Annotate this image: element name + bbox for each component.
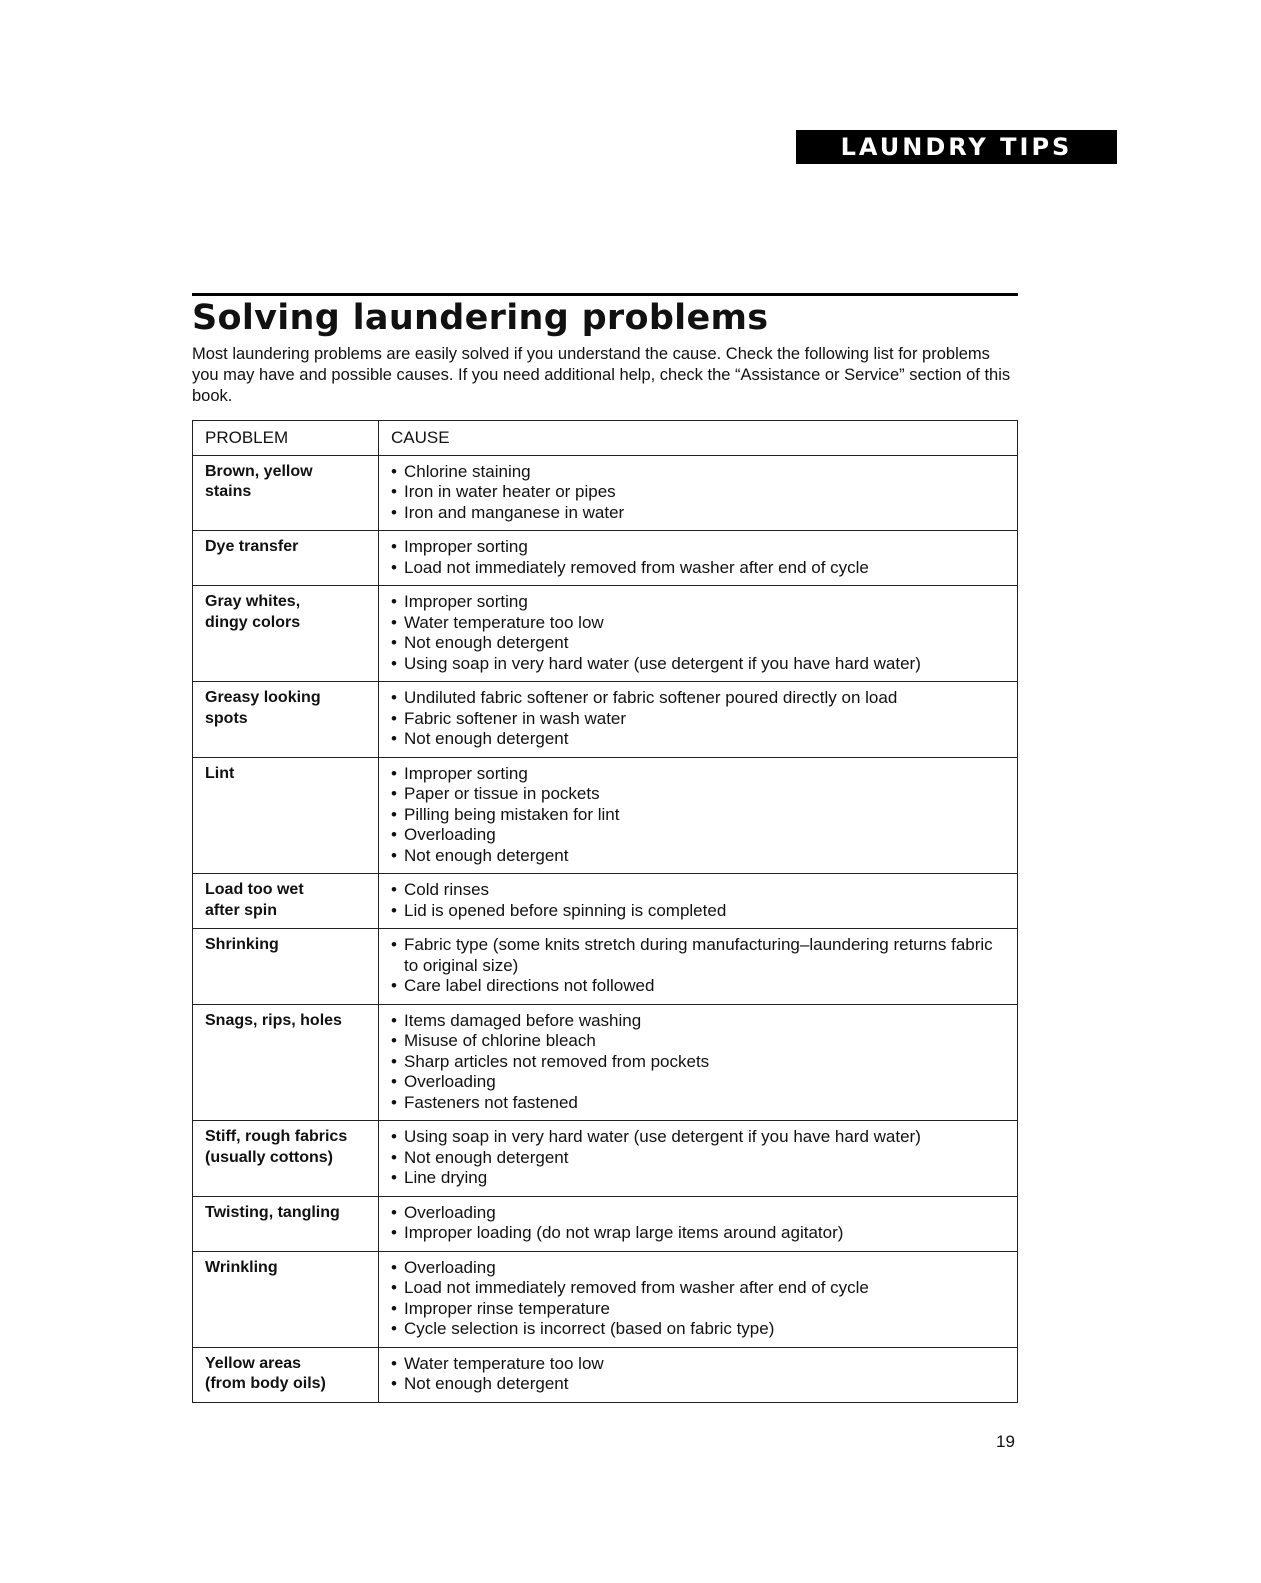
- cause-cell: [379, 874, 1018, 929]
- cause-list: [391, 1011, 1007, 1114]
- cause-list: [391, 1354, 1007, 1395]
- problem-cell: Dye transfer: [193, 531, 379, 586]
- problem-cell: Yellow areas (from body oils): [193, 1347, 379, 1402]
- cause-list: [391, 1258, 1007, 1340]
- cause-cell: [379, 757, 1018, 874]
- cause-cell: [379, 1004, 1018, 1121]
- title-rule: [192, 293, 1018, 296]
- problem-cell: Twisting, tangling: [193, 1196, 379, 1251]
- problem-column-header: PROBLEM: [193, 421, 379, 456]
- cause-item: • Overloading: [391, 825, 1007, 846]
- cause-item: • Overloading: [391, 1072, 1007, 1093]
- cause-item: • Using soap in very hard water (use detergent if you have hard water): [391, 1127, 1007, 1148]
- cause-item: • Items damaged before washing: [391, 1011, 1007, 1032]
- table-row: [193, 757, 1018, 874]
- cause-item: • Improper sorting: [391, 537, 1007, 558]
- cause-list: [391, 537, 1007, 578]
- cause-item: • Overloading: [391, 1258, 1007, 1279]
- cause-item: • Pilling being mistaken for lint: [391, 805, 1007, 826]
- cause-item: • Water temperature too low: [391, 1354, 1007, 1375]
- cause-item: • Not enough detergent: [391, 846, 1007, 867]
- problem-cell: Greasy looking spots: [193, 682, 379, 758]
- cause-item: • Improper rinse temperature: [391, 1299, 1007, 1320]
- cause-item: • Care label directions not followed: [391, 976, 1007, 997]
- table-row: [193, 1121, 1018, 1197]
- cause-cell: [379, 1196, 1018, 1251]
- cause-list: [391, 688, 1007, 750]
- cause-item: • Paper or tissue in pockets: [391, 784, 1007, 805]
- cause-item: • Sharp articles not removed from pockets: [391, 1052, 1007, 1073]
- table-body: [193, 455, 1018, 1402]
- table-row: [193, 682, 1018, 758]
- cause-item: • Improper loading (do not wrap large items around agitator): [391, 1223, 1007, 1244]
- cause-list: [391, 1127, 1007, 1189]
- cause-item: • Improper sorting: [391, 764, 1007, 785]
- cause-item: • Not enough detergent: [391, 729, 1007, 750]
- cause-item: • Fasteners not fastened: [391, 1093, 1007, 1114]
- cause-list: [391, 592, 1007, 674]
- cause-item: • Load not immediately removed from washer after end of cycle: [391, 1278, 1007, 1299]
- cause-cell: [379, 1251, 1018, 1347]
- cause-item: • Lid is opened before spinning is completed: [391, 901, 1007, 922]
- cause-item: • Load not immediately removed from washer after end of cycle: [391, 558, 1007, 579]
- cause-item: • Line drying: [391, 1168, 1007, 1189]
- problem-cell: Shrinking: [193, 929, 379, 1005]
- table-row: [193, 1347, 1018, 1402]
- table-row: [193, 874, 1018, 929]
- page-title: Solving laundering problems: [192, 298, 769, 338]
- cause-item: • Iron in water heater or pipes: [391, 482, 1007, 503]
- problem-cell: Snags, rips, holes: [193, 1004, 379, 1121]
- problem-cell: Stiff, rough fabrics (usually cottons): [193, 1121, 379, 1197]
- section-tab: LAUNDRY TIPS: [796, 130, 1117, 164]
- table-row: [193, 1004, 1018, 1121]
- cause-item: • Iron and manganese in water: [391, 503, 1007, 524]
- cause-cell: [379, 531, 1018, 586]
- table-row: [193, 1251, 1018, 1347]
- problem-cell: Brown, yellow stains: [193, 455, 379, 531]
- table-row: [193, 531, 1018, 586]
- table-row: [193, 455, 1018, 531]
- cause-cell: [379, 1347, 1018, 1402]
- cause-list: [391, 462, 1007, 524]
- problem-cell: Lint: [193, 757, 379, 874]
- intro-paragraph: Most laundering problems are easily solved if you understand the cause. Check the following list for problems you may have and possible causes. If you need additional help, check the “Assistance or Service” section of this book.: [192, 345, 1011, 405]
- cause-item: • Chlorine staining: [391, 462, 1007, 483]
- cause-item: • Fabric softener in wash water: [391, 709, 1007, 730]
- cause-list: [391, 764, 1007, 867]
- cause-item: • Not enough detergent: [391, 1148, 1007, 1169]
- cause-list: [391, 935, 1007, 997]
- problem-cell: Load too wet after spin: [193, 874, 379, 929]
- cause-item: • Misuse of chlorine bleach: [391, 1031, 1007, 1052]
- table-header-row: [193, 421, 1018, 456]
- cause-cell: [379, 1121, 1018, 1197]
- table-row: [193, 1196, 1018, 1251]
- cause-cell: [379, 929, 1018, 1005]
- cause-item: • Water temperature too low: [391, 613, 1007, 634]
- cause-item: • Overloading: [391, 1203, 1007, 1224]
- table-row: [193, 929, 1018, 1005]
- cause-item: • Improper sorting: [391, 592, 1007, 613]
- cause-list: [391, 1203, 1007, 1244]
- cause-item: • Not enough detergent: [391, 633, 1007, 654]
- cause-cell: [379, 682, 1018, 758]
- cause-cell: [379, 586, 1018, 682]
- cause-item: • Cycle selection is incorrect (based on fabric type): [391, 1319, 1007, 1340]
- cause-item: • Cold rinses: [391, 880, 1007, 901]
- cause-item: • Fabric type (some knits stretch during manufacturing–laundering returns fabric to original size): [391, 935, 1007, 976]
- cause-list: [391, 880, 1007, 921]
- cause-item: • Undiluted fabric softener or fabric softener poured directly on load: [391, 688, 1007, 709]
- cause-cell: [379, 455, 1018, 531]
- cause-item: • Using soap in very hard water (use detergent if you have hard water): [391, 654, 1007, 675]
- problem-cell: Wrinkling: [193, 1251, 379, 1347]
- table-row: [193, 586, 1018, 682]
- problem-cell: Gray whites, dingy colors: [193, 586, 379, 682]
- page-number: 19: [996, 1432, 1015, 1451]
- cause-item: • Not enough detergent: [391, 1374, 1007, 1395]
- problems-table: [192, 420, 1018, 1403]
- cause-column-header: CAUSE: [379, 421, 1018, 456]
